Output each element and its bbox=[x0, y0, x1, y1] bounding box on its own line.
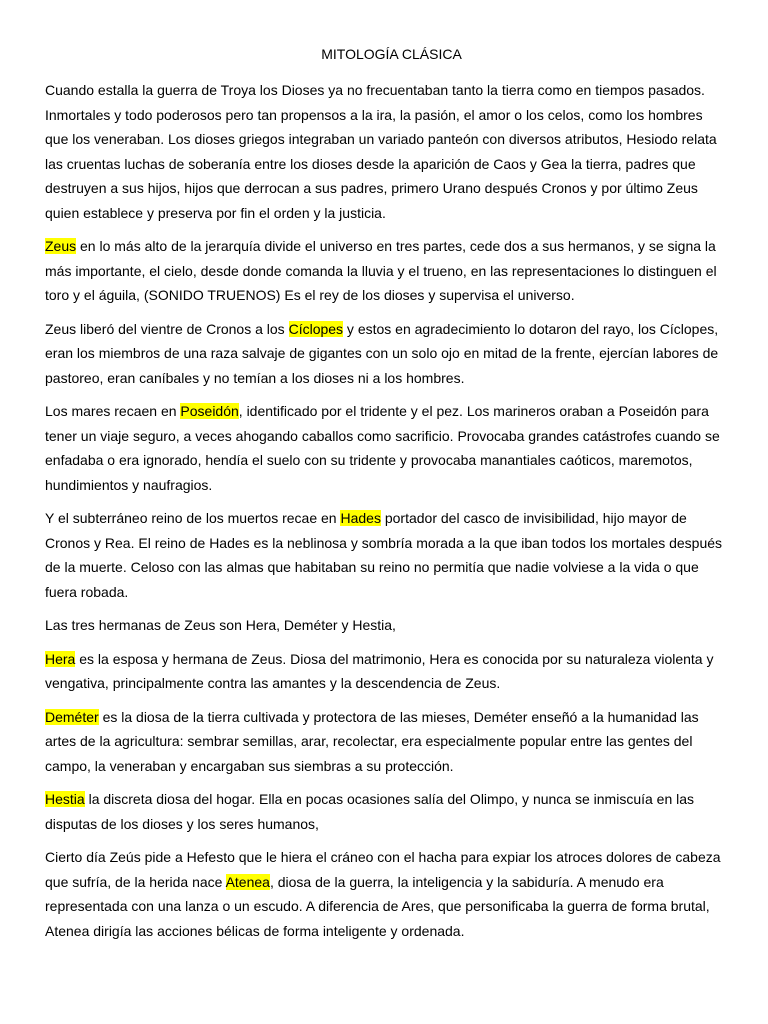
paragraph bbox=[45, 78, 728, 225]
paragraph-text: Zeus liberó del vientre de Cronos a los bbox=[45, 320, 289, 337]
paragraph-text: es la diosa de la tierra cultivada y protectora de las mieses, Deméter enseñó a la humanidad las artes de la agricultura: sembrar semillas, arar, recolectar, era especialmente popular entre las gentes del campo, la veneraban y encargaban sus siembras a su protección. bbox=[45, 708, 699, 774]
highlighted-term: Hera bbox=[45, 650, 76, 667]
paragraph-text: Cierto día Zeús pide a Hefesto que le hiera el cráneo con el hacha para expiar los atroces dolores de cabeza que sufría, de la herida nace bbox=[45, 849, 721, 890]
paragraph-text: y estos en agradecimiento lo dotaron del rayo, los Cíclopes, eran los miembros de una raza salvaje de gigantes con un solo ojo en mitad de la frente, ejercían labores de pastoreo, eran caníbales y no temían a los dioses ni a los hombres. bbox=[45, 320, 719, 386]
highlighted-term: Hestia bbox=[45, 791, 85, 807]
paragraph-text: es la esposa y hermana de Zeus. Diosa del matrimonio, Hera es conocida por su naturaleza violenta y vengativa, principalmente contra las amantes y la descendencia de Zeus. bbox=[45, 650, 714, 691]
highlighted-term: Cíclopes bbox=[288, 320, 344, 337]
paragraph-text: en lo más alto de la jerarquía divide el universo en tres partes, cede dos a sus hermanos, y se signa la más importante, el cielo, desde donde comanda la lluvia y el trueno, en las representaciones lo distinguen el toro y el águila, (SONIDO TRUENOS) Es el rey de los dioses y supervisa el universo. bbox=[45, 238, 717, 303]
highlighted-term: Atenea bbox=[225, 873, 270, 890]
paragraph-text: Y el subterráneo reino de los muertos recae en bbox=[45, 510, 341, 526]
paragraph bbox=[45, 317, 728, 391]
paragraph-text: Cuando estalla la guerra de Troya los Dioses ya no frecuentaban tanto la tierra como en tiempos pasados. Inmortales y todo poderosos pero tan propensos a la ira, la pasión, el amor o los celos, como los hombres que los veneraban. Los dioses griegos integraban un variado panteón con diversos atributos, Hesiodo relata las cruentas luchas de soberanía entre los dioses desde la aparición de Caos y Gea la tierra, padres que destruyen a sus hijos, hijos que derrocan a sus padres, primero Urano después Cronos y por último Zeus quien establece y preserva por fin el orden y la justicia. bbox=[45, 82, 717, 221]
document-body bbox=[45, 78, 728, 943]
highlighted-term: Zeus bbox=[45, 238, 77, 254]
paragraph bbox=[45, 845, 728, 943]
paragraph-text: Las tres hermanas de Zeus son Hera, Deméter y Hestia, bbox=[45, 617, 396, 633]
paragraph bbox=[45, 613, 728, 638]
highlighted-term: Hades bbox=[340, 510, 381, 526]
paragraph bbox=[45, 399, 728, 497]
highlighted-term: Deméter bbox=[45, 708, 99, 725]
paragraph bbox=[45, 787, 728, 836]
paragraph-text: , identificado por el tridente y el pez. Los marineros oraban a Poseidón para tener un viaje seguro, a veces ahogando caballos como sacrificio. Provocaba grandes catástrofes cuando se enfadaba o era ignorado, hendía el suelo con su tridente y provocaba manantiales caóticos, maremotos, hundimientos y naufragios. bbox=[45, 403, 720, 493]
document-title: MITOLOGÍA CLÁSICA bbox=[321, 46, 462, 62]
paragraph-text: portador del casco de invisibilidad, hijo mayor de Cronos y Rea. El reino de Hades es la neblinosa y sombría morada a la que iban todos los mortales después de la muerte. Celoso con las almas que habitaban su reino no permitía que nadie volviese a la vida o que fuera robada. bbox=[45, 510, 723, 600]
highlighted-term: Poseidón bbox=[180, 403, 239, 419]
paragraph bbox=[45, 234, 728, 308]
paragraph-text: la discreta diosa del hogar. Ella en pocas ocasiones salía del Olimpo, y nunca se inmiscuía en las disputas de los dioses y los seres humanos, bbox=[45, 791, 695, 832]
paragraph-text: Los mares recaen en bbox=[45, 403, 181, 419]
paragraph bbox=[45, 506, 728, 604]
paragraph bbox=[45, 705, 728, 779]
paragraph-text: , diosa de la guerra, la inteligencia y la sabiduría. A menudo era representada con una lanza o un escudo. A diferencia de Ares, que personificaba la guerra de forma brutal, Atenea dirigía las acciones bélicas de forma inteligente y ordenada. bbox=[45, 873, 710, 939]
paragraph bbox=[45, 647, 728, 696]
